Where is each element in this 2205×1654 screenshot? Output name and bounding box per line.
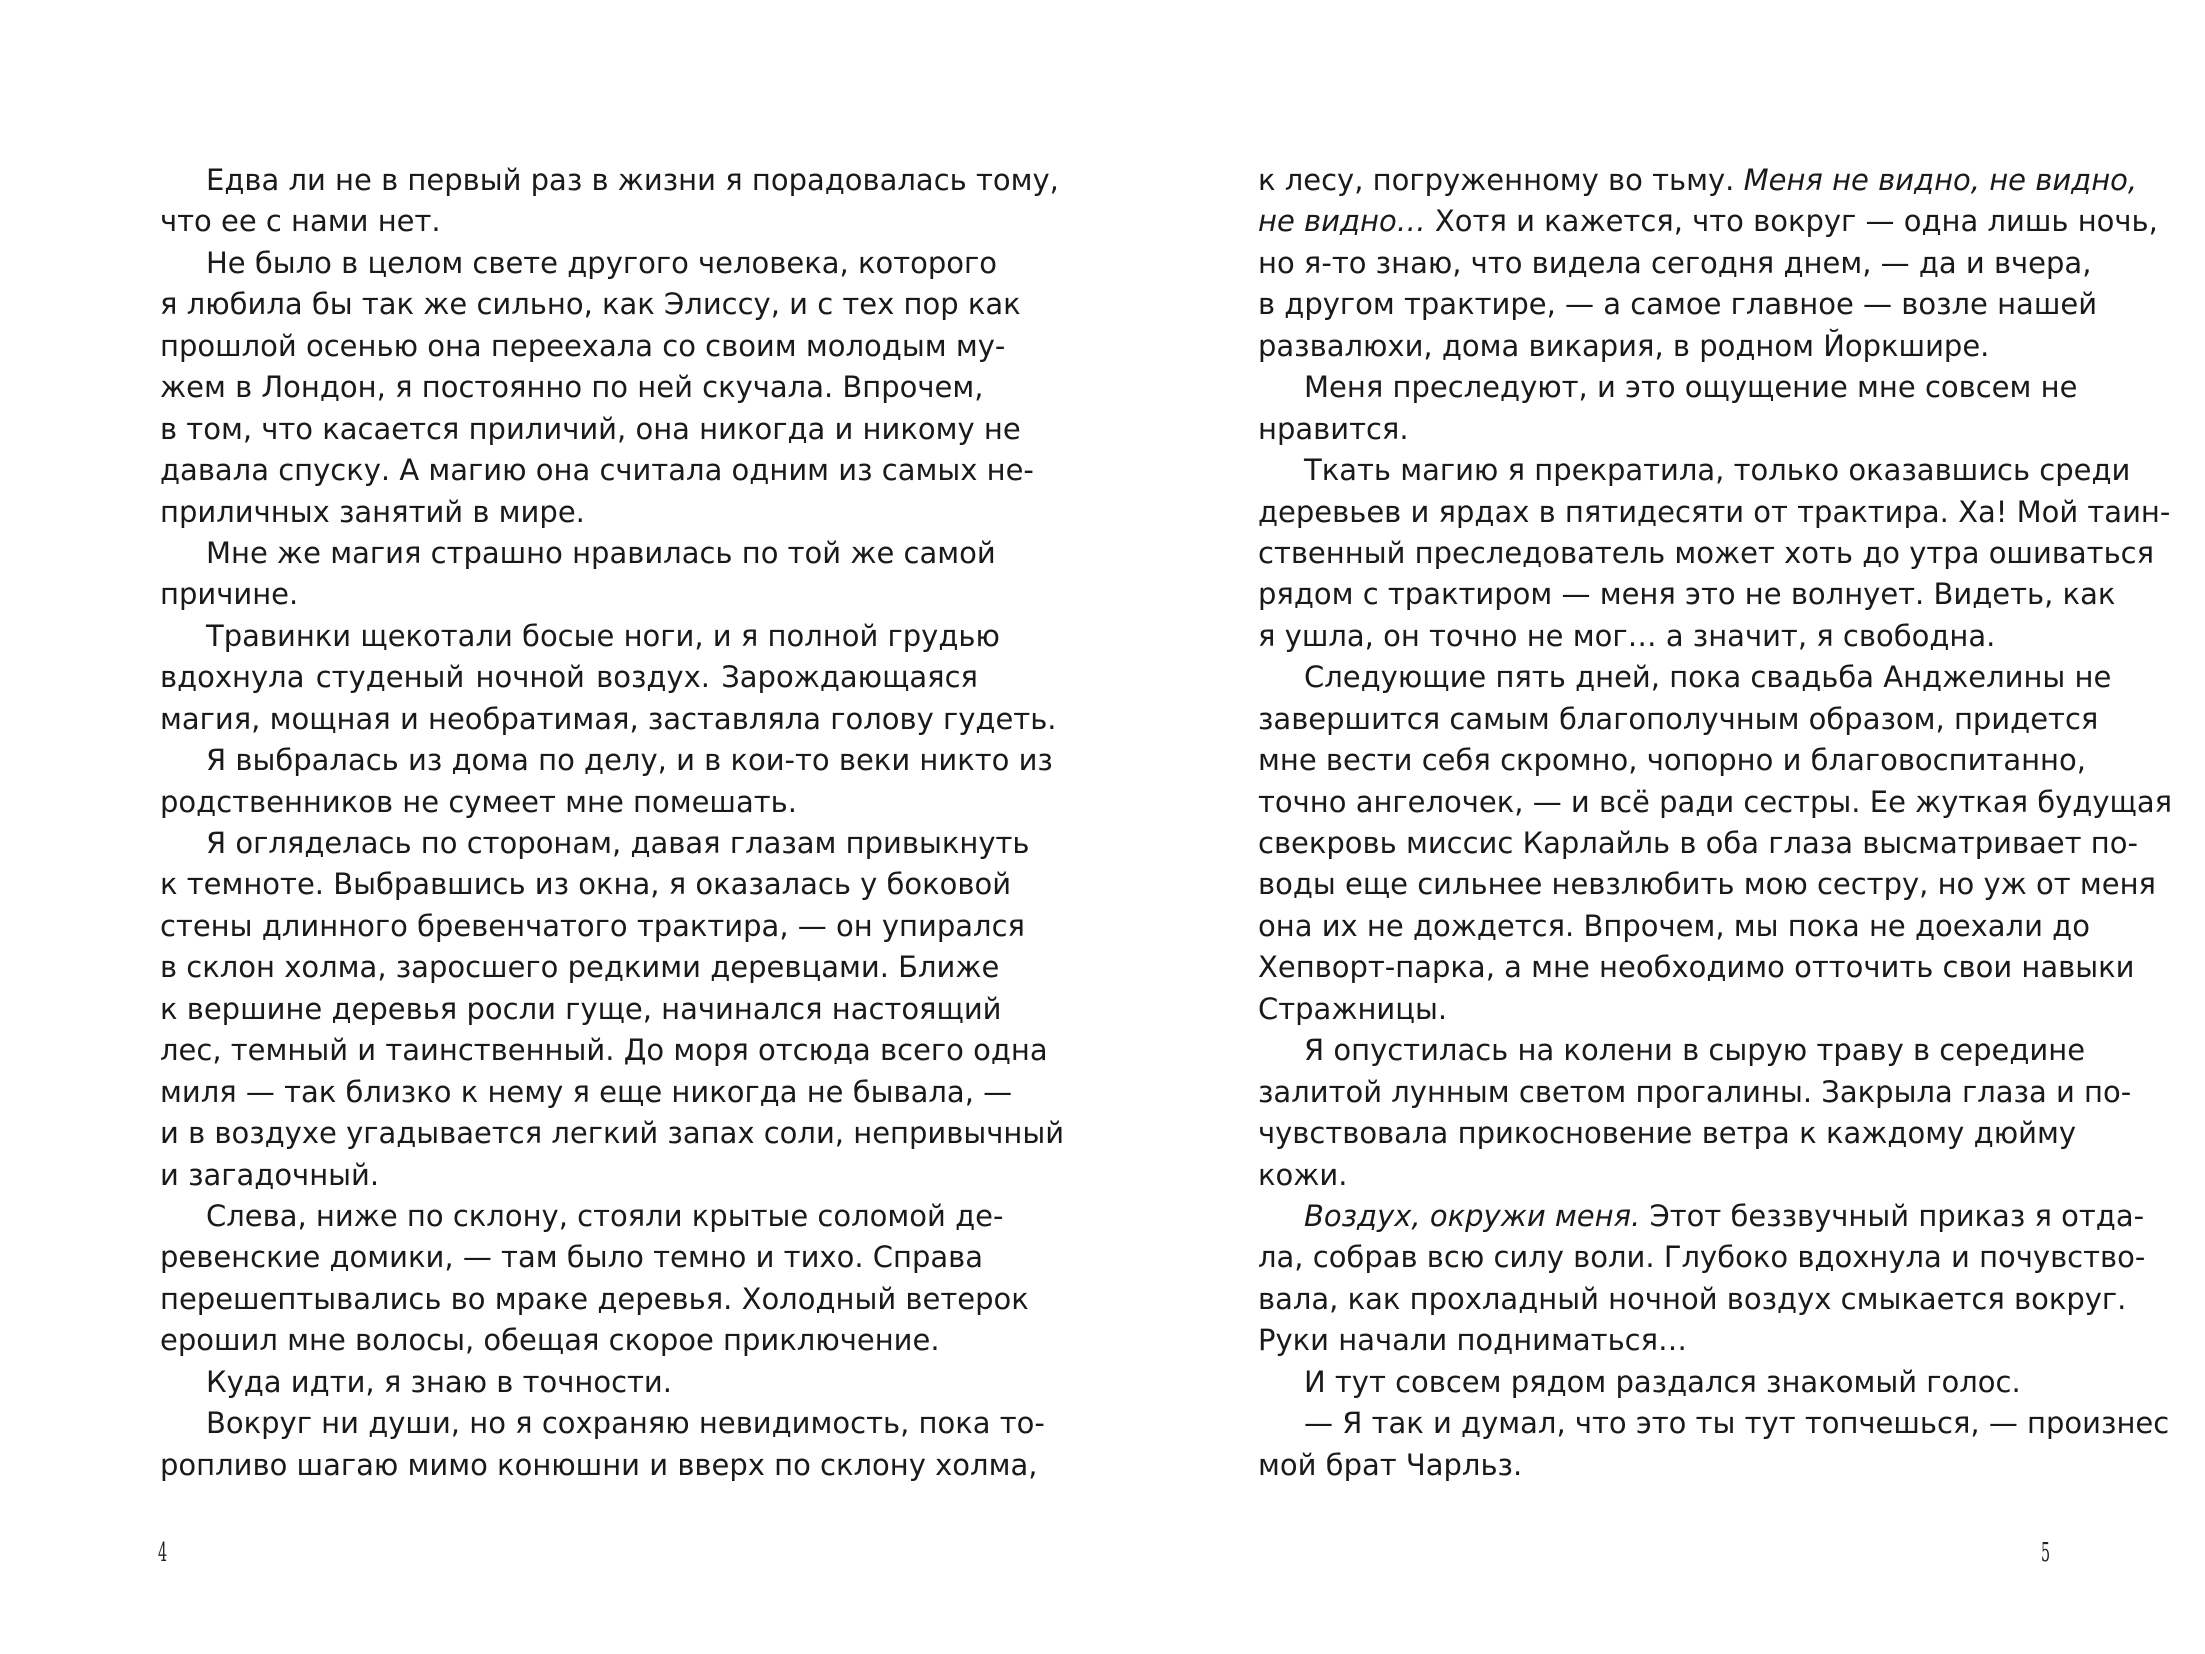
- text-line: [1258, 947, 2135, 988]
- line-text: завершится самым благополучным образом, придется: [1258, 701, 2099, 736]
- line-text: миля — так близко к нему я еще никогда не бывала, —: [160, 1074, 1013, 1109]
- line-text-tail: Хотя и кажется, что вокруг — одна лишь ночь,: [1425, 204, 2158, 239]
- line-text: Травинки щекотали босые ноги, и я полной грудью: [206, 618, 1000, 653]
- line-italic-text: Воздух, окружи меня.: [1304, 1198, 1641, 1233]
- text-line: [1258, 492, 2171, 533]
- line-text: лес, темный и таинственный. До моря отсюда всего одна: [160, 1033, 1048, 1068]
- text-line: [1258, 906, 2090, 947]
- text-line: [160, 492, 978, 533]
- line-text: мой брат Чарльз.: [1258, 1447, 1523, 1482]
- line-text: жем в Лондон, я постоянно по ней скучала. Впрочем,: [160, 370, 984, 405]
- line-text: ерошил мне волосы, обещая скорое приключение.: [160, 1323, 940, 1358]
- text-line: [160, 1445, 1038, 1486]
- text-line: [160, 367, 984, 408]
- line-text: я любила бы так же сильно, как Элиссу, и с тех пор как: [160, 287, 1021, 322]
- line-text: вдохнула студеный ночной воздух. Зарождающаяся: [160, 660, 978, 695]
- line-text: перешептывались во мраке деревья. Холодный ветерок: [160, 1281, 1029, 1316]
- text-line: [160, 201, 978, 242]
- line-text: ревенские домики, — там было темно и тихо. Справа: [160, 1240, 984, 1275]
- line-text: Не было в целом свете другого человека, которого: [206, 245, 997, 280]
- text-line: [160, 326, 1006, 367]
- line-text: ропливо шагаю мимо конюшни и вверх по склону холма,: [160, 1447, 1038, 1482]
- text-line: [1258, 782, 2173, 823]
- line-text: к темноте. Выбравшись из окна, я оказалась у боковой: [160, 867, 1012, 902]
- line-italic-text: Меня не видно, не видно,: [1743, 163, 2138, 197]
- text-line: [160, 906, 1025, 947]
- text-line: [160, 740, 1053, 781]
- text-line: [1258, 616, 2076, 657]
- line-text: Я выбралась из дома по делу, и в кои-то веки никто из: [206, 743, 1053, 778]
- text-line: [160, 657, 978, 698]
- text-line: [1258, 1072, 2132, 1113]
- line-text: к лесу, погруженному во тьму.: [1258, 163, 1744, 197]
- line-text: Вокруг ни души, но я сохраняю невидимость, пока то-: [206, 1406, 1045, 1441]
- text-line: [160, 1279, 1029, 1320]
- line-text: что ее с нами нет.: [160, 204, 441, 239]
- left-page-number: 4: [158, 1538, 168, 1568]
- line-text: Слева, ниже по склону, стояли крытые соломой де-: [206, 1198, 1004, 1233]
- text-line: [160, 699, 1057, 740]
- line-text: свекровь миссис Карлайль в оба глаза высматривает по-: [1258, 826, 2138, 860]
- text-line: [160, 1362, 978, 1403]
- text-line: [160, 1155, 978, 1196]
- line-text: приличных занятий в мире.: [160, 494, 585, 529]
- text-line: [1258, 1362, 2076, 1403]
- line-text: Куда идти, я знаю в точности.: [206, 1364, 672, 1399]
- text-line: [160, 1072, 1013, 1113]
- right-page-number: 5: [2041, 1538, 2051, 1568]
- line-text: — Я так и думал, что это ты тут топчешься, — произнес: [1304, 1406, 2170, 1441]
- line-text: Ткать магию я прекратила, только оказавшись среди: [1304, 453, 2131, 488]
- text-line: [160, 533, 996, 574]
- left-page-text: [160, 160, 1065, 1486]
- line-text: и загадочный.: [160, 1157, 380, 1192]
- text-line: [160, 450, 1034, 491]
- text-line: [1258, 1196, 2145, 1237]
- line-text: Меня преследуют, и это ощущение мне совсем не: [1304, 370, 2078, 405]
- text-line: [1258, 243, 2092, 284]
- right-page: [1103, 0, 2205, 1654]
- text-line: [160, 284, 1021, 325]
- text-line: [160, 1320, 978, 1361]
- text-line: [1258, 989, 2076, 1030]
- left-page: [0, 0, 1102, 1654]
- text-line: [1258, 1320, 2076, 1361]
- line-text: стены длинного бревенчатого трактира, — он упирался: [160, 908, 1025, 943]
- line-text: и в воздухе угадывается легкий запах соли, непривычный: [160, 1116, 1065, 1151]
- text-line: [160, 574, 978, 615]
- text-line: [160, 616, 1000, 657]
- text-line: [160, 1196, 1004, 1237]
- text-line: [160, 160, 1059, 201]
- line-text: ла, собрав всю силу воли. Глубоко вдохнула и почувство-: [1258, 1240, 2146, 1275]
- text-line: [1258, 574, 2116, 615]
- text-line: [160, 1030, 1048, 1071]
- line-text: деревьев и ярдах в пятидесяти от трактира. Ха! Мой таин-: [1258, 494, 2171, 529]
- line-text: кожи.: [1258, 1157, 1348, 1192]
- line-text: Стражницы.: [1258, 991, 1448, 1026]
- line-text: воды еще сильнее невзлюбить мою сестру, но уж от меня: [1258, 867, 2156, 902]
- text-line: [160, 1113, 1065, 1154]
- text-line: [1258, 823, 2138, 864]
- line-text: Хепворт-парка, а мне необходимо отточить свои навыки: [1258, 950, 2135, 985]
- text-line: [160, 409, 1021, 450]
- line-text: она их не дождется. Впрочем, мы пока не доехали до: [1258, 908, 2090, 943]
- text-line: [1258, 1237, 2146, 1278]
- line-text: точно ангелочек, — и всё ради сестры. Ее жуткая будущая: [1258, 784, 2173, 819]
- line-text: рядом с трактиром — меня это не волнует. Видеть, как: [1258, 577, 2116, 612]
- text-line: [160, 947, 1000, 988]
- text-line: [160, 1237, 984, 1278]
- line-text: И тут совсем рядом раздался знакомый голос.: [1304, 1364, 2021, 1399]
- line-text: я ушла, он точно не мог… а значит, я свободна.: [1258, 618, 1996, 653]
- text-line: [1258, 1279, 2127, 1320]
- text-line: [1258, 1113, 2076, 1154]
- right-page-text: [1258, 160, 2173, 1486]
- line-text: в том, что касается приличий, она никогда и никому не: [160, 411, 1021, 446]
- text-line: [1258, 201, 2158, 242]
- line-text: Едва ли не в первый раз в жизни я порадовалась тому,: [206, 163, 1059, 197]
- text-line: [160, 864, 1012, 905]
- line-text: Руки начали подниматься…: [1258, 1323, 1688, 1358]
- text-line: [1258, 284, 2098, 325]
- line-text: давала спуску. А магию она считала одним из самых не-: [160, 453, 1034, 488]
- text-line: [1258, 1155, 2076, 1196]
- text-line: [1258, 367, 2076, 408]
- text-line: [160, 823, 1030, 864]
- text-line: [1258, 657, 2112, 698]
- text-line: [1258, 450, 2131, 491]
- text-line: [160, 1403, 1045, 1444]
- text-line: [1258, 1403, 2170, 1444]
- text-line: [1258, 1445, 2076, 1486]
- line-text: но я-то знаю, что видела сегодня днем, — да и вчера,: [1258, 245, 2092, 280]
- text-line: [1258, 533, 2155, 574]
- text-line: [1258, 864, 2156, 905]
- line-text: в склон холма, заросшего редкими деревцами. Ближе: [160, 950, 1000, 985]
- text-line: [1258, 740, 2086, 781]
- line-text: причине.: [160, 577, 299, 612]
- line-text: магия, мощная и необратимая, заставляла голову гудеть.: [160, 701, 1057, 736]
- line-text-tail: Этот беззвучный приказ я отда-: [1640, 1198, 2145, 1233]
- text-line: [160, 989, 1002, 1030]
- text-line: [1258, 326, 2076, 367]
- line-text: прошлой осенью она переехала со своим молодым му-: [160, 328, 1006, 363]
- line-text: родственников не сумеет мне помешать.: [160, 784, 797, 819]
- line-text: развалюхи, дома викария, в родном Йоркшире.: [1258, 328, 1990, 363]
- text-line: [160, 243, 997, 284]
- text-line: [1258, 160, 2138, 201]
- line-text: нравится.: [1258, 411, 1409, 446]
- line-text: к вершине деревья росли гуще, начинался настоящий: [160, 991, 1002, 1026]
- text-line: [1258, 699, 2099, 740]
- text-line: [1258, 1030, 2086, 1071]
- line-text: Я огляделась по сторонам, давая глазам привыкнуть: [206, 826, 1030, 860]
- line-text: вала, как прохладный ночной воздух смыкается вокруг.: [1258, 1281, 2127, 1316]
- line-text: в другом трактире, — а самое главное — возле нашей: [1258, 287, 2098, 322]
- line-text: Я опустилась на колени в сырую траву в середине: [1304, 1033, 2086, 1068]
- line-text: Мне же магия страшно нравилась по той же самой: [206, 535, 996, 570]
- line-text: мне вести себя скромно, чопорно и благовоспитанно,: [1258, 743, 2086, 778]
- line-italic-text: не видно…: [1258, 204, 1426, 239]
- text-line: [160, 782, 978, 823]
- line-text: ственный преследователь может хоть до утра ошиваться: [1258, 535, 2155, 570]
- line-text: Следующие пять дней, пока свадьба Анджелины не: [1304, 660, 2112, 695]
- text-line: [1258, 409, 2076, 450]
- line-text: залитой лунным светом прогалины. Закрыла глаза и по-: [1258, 1074, 2132, 1109]
- line-text: чувствовала прикосновение ветра к каждому дюйму: [1258, 1116, 2076, 1151]
